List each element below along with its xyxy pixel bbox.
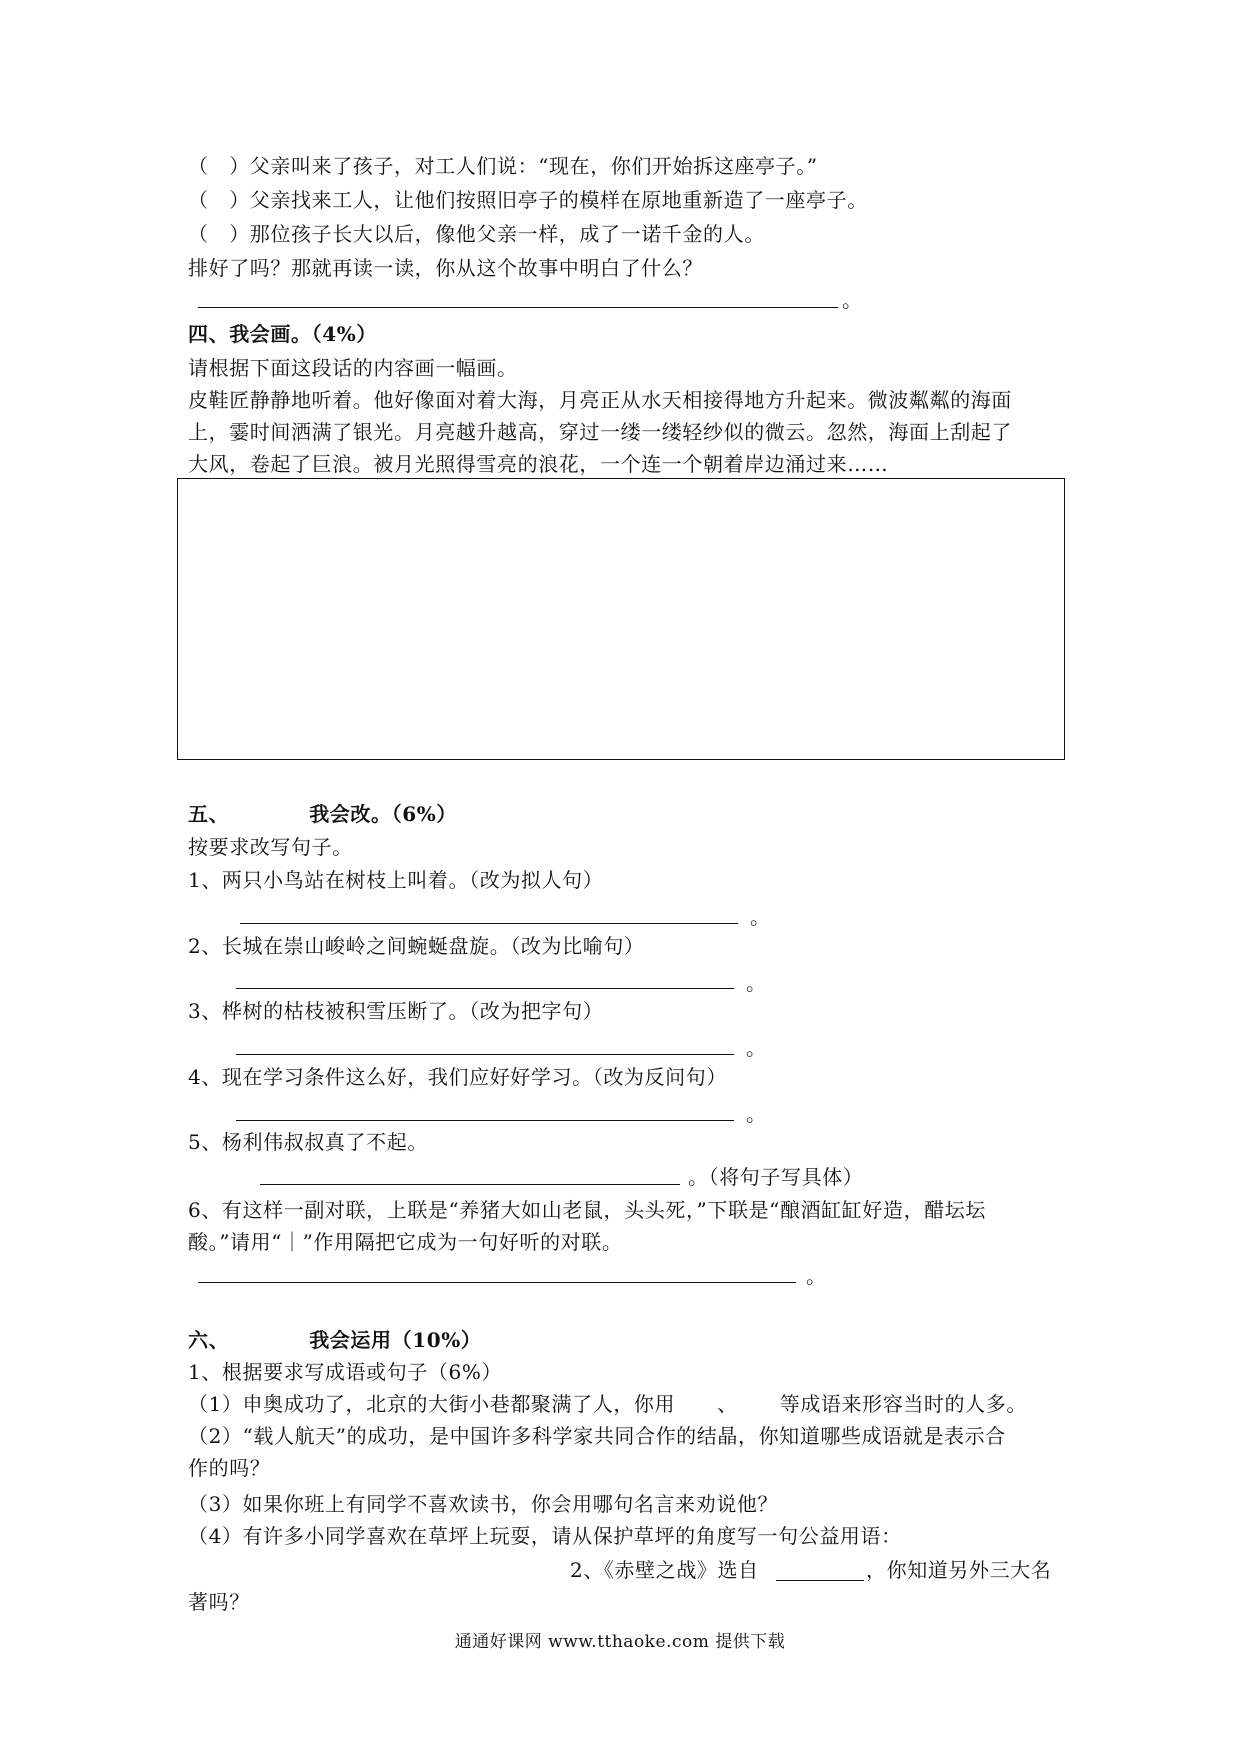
sub1-text-a: （1）申奥成功了，北京的大街小巷都聚满了人，你用 <box>188 1392 676 1416</box>
rewrite-question-3: 3、桦树的枯枝被积雪压断了。（改为把字句） <box>188 999 604 1023</box>
passage-line-1: 皮鞋匠静静地听着。他好像面对着大海，月亮正从水天相接得地方升起来。微波粼粼的海面 <box>188 388 1012 412</box>
apply-sub-question-3: （3）如果你班上有同学不喜欢读书，你会用哪句名言来劝说他？ <box>188 1492 779 1516</box>
answer-period: 。 <box>842 288 862 312</box>
sub1-text-c: 等成语来形容当时的人多。 <box>779 1392 1027 1416</box>
ordering-item-2: （ ）父亲找来工人，让他们按照旧亭子的模样在原地重新造了一座亭子。 <box>188 188 868 212</box>
sub1-separator: 、 <box>717 1392 738 1416</box>
rewrite-question-6-line-1: 6、有这样一副对联，上联是“养猪大如山老鼠，头头死，”下联是“酿酒缸缸好造，醋坛坛 <box>188 1198 986 1222</box>
rewrite-question-1: 1、两只小鸟站在树枝上叫着。（改为拟人句） <box>188 868 604 892</box>
ordering-item-1: （ ）父亲叫来了孩子，对工人们说：“现在，你们开始拆这座亭子。” <box>188 154 818 178</box>
answer-blank-q6[interactable] <box>198 1282 796 1283</box>
apply-question-2-a: 2、《赤壁之战》选自 <box>570 1558 759 1582</box>
answer-blank-moral[interactable] <box>198 307 838 308</box>
apply-sub-question-4: （4）有许多小同学喜欢在草坪上玩耍，请从保护草坪的角度写一句公益用语： <box>188 1524 902 1548</box>
section-heading-draw: 四、我会画。（4%） <box>188 322 377 346</box>
page-footer: 通通好课网 www.tthaoke.com 提供下载 <box>454 1632 786 1652</box>
section-heading-rewrite <box>188 800 457 828</box>
answer-blank-q1[interactable] <box>240 923 738 924</box>
passage-line-3: 大风，卷起了巨浪。被月光照得雪亮的浪花，一个连一个朝着岸边涌过来…… <box>188 452 889 476</box>
section-title: 我会运用（10%） <box>309 1328 482 1352</box>
apply-sub-question-1 <box>188 1390 1027 1418</box>
section-number: 六、 <box>188 1328 230 1352</box>
apply-sub-question-2-line-1: （2）“载人航天”的成功，是中国许多科学家共同合作的结晶，你知道哪些成语就是表示合 <box>188 1424 1006 1448</box>
ordering-item-3: （ ）那位孩子长大以后，像他父亲一样，成了一诺千金的人。 <box>188 222 765 246</box>
rewrite-question-2: 2、长城在崇山峻岭之间蜿蜒盘旋。（改为比喻句） <box>188 934 645 958</box>
apply-sub-question-2-line-2: 作的吗？ <box>188 1456 271 1480</box>
answer-blank-q2[interactable] <box>236 988 734 989</box>
period-q3: 。 <box>746 1036 766 1060</box>
period-q6: 。 <box>806 1264 826 1288</box>
period-q1: 。 <box>750 905 770 929</box>
section-title: 我会改。（6%） <box>309 802 457 826</box>
rewrite-question-6-line-2: 酸。”请用“｜”作用隔把它成为一句好听的对联。 <box>188 1230 623 1254</box>
answer-blank-q5[interactable] <box>260 1184 680 1185</box>
drawing-area[interactable] <box>177 478 1065 760</box>
rewrite-instruction: 按要求改写句子。 <box>188 835 353 859</box>
answer-blank-book[interactable] <box>776 1580 864 1581</box>
apply-question-2-line-2: 著吗？ <box>188 1590 250 1614</box>
apply-question-2-b: ，你知道另外三大名 <box>866 1558 1052 1582</box>
passage-line-2: 上，霎时间洒满了银光。月亮越升越高，穿过一缕一缕轻纱似的微云。忽然，海面上刮起了 <box>188 420 1012 444</box>
section-number: 五、 <box>188 802 230 826</box>
draw-instruction: 请根据下面这段话的内容画一幅画。 <box>188 356 518 380</box>
q5-note: 。（将句子写具体） <box>688 1165 864 1189</box>
answer-blank-q3[interactable] <box>236 1054 734 1055</box>
ordering-question: 排好了吗？那就再读一读，你从这个故事中明白了什么？ <box>188 256 703 280</box>
period-q4: 。 <box>746 1102 766 1126</box>
period-q2: 。 <box>746 971 766 995</box>
rewrite-question-5: 5、杨利伟叔叔真了不起。 <box>188 1130 428 1154</box>
section-heading-apply <box>188 1326 481 1354</box>
rewrite-question-4: 4、现在学习条件这么好，我们应好好学习。（改为反问句） <box>188 1065 727 1089</box>
answer-blank-q4[interactable] <box>236 1120 734 1121</box>
apply-question-1: 1、根据要求写成语或句子（6%） <box>188 1360 503 1384</box>
